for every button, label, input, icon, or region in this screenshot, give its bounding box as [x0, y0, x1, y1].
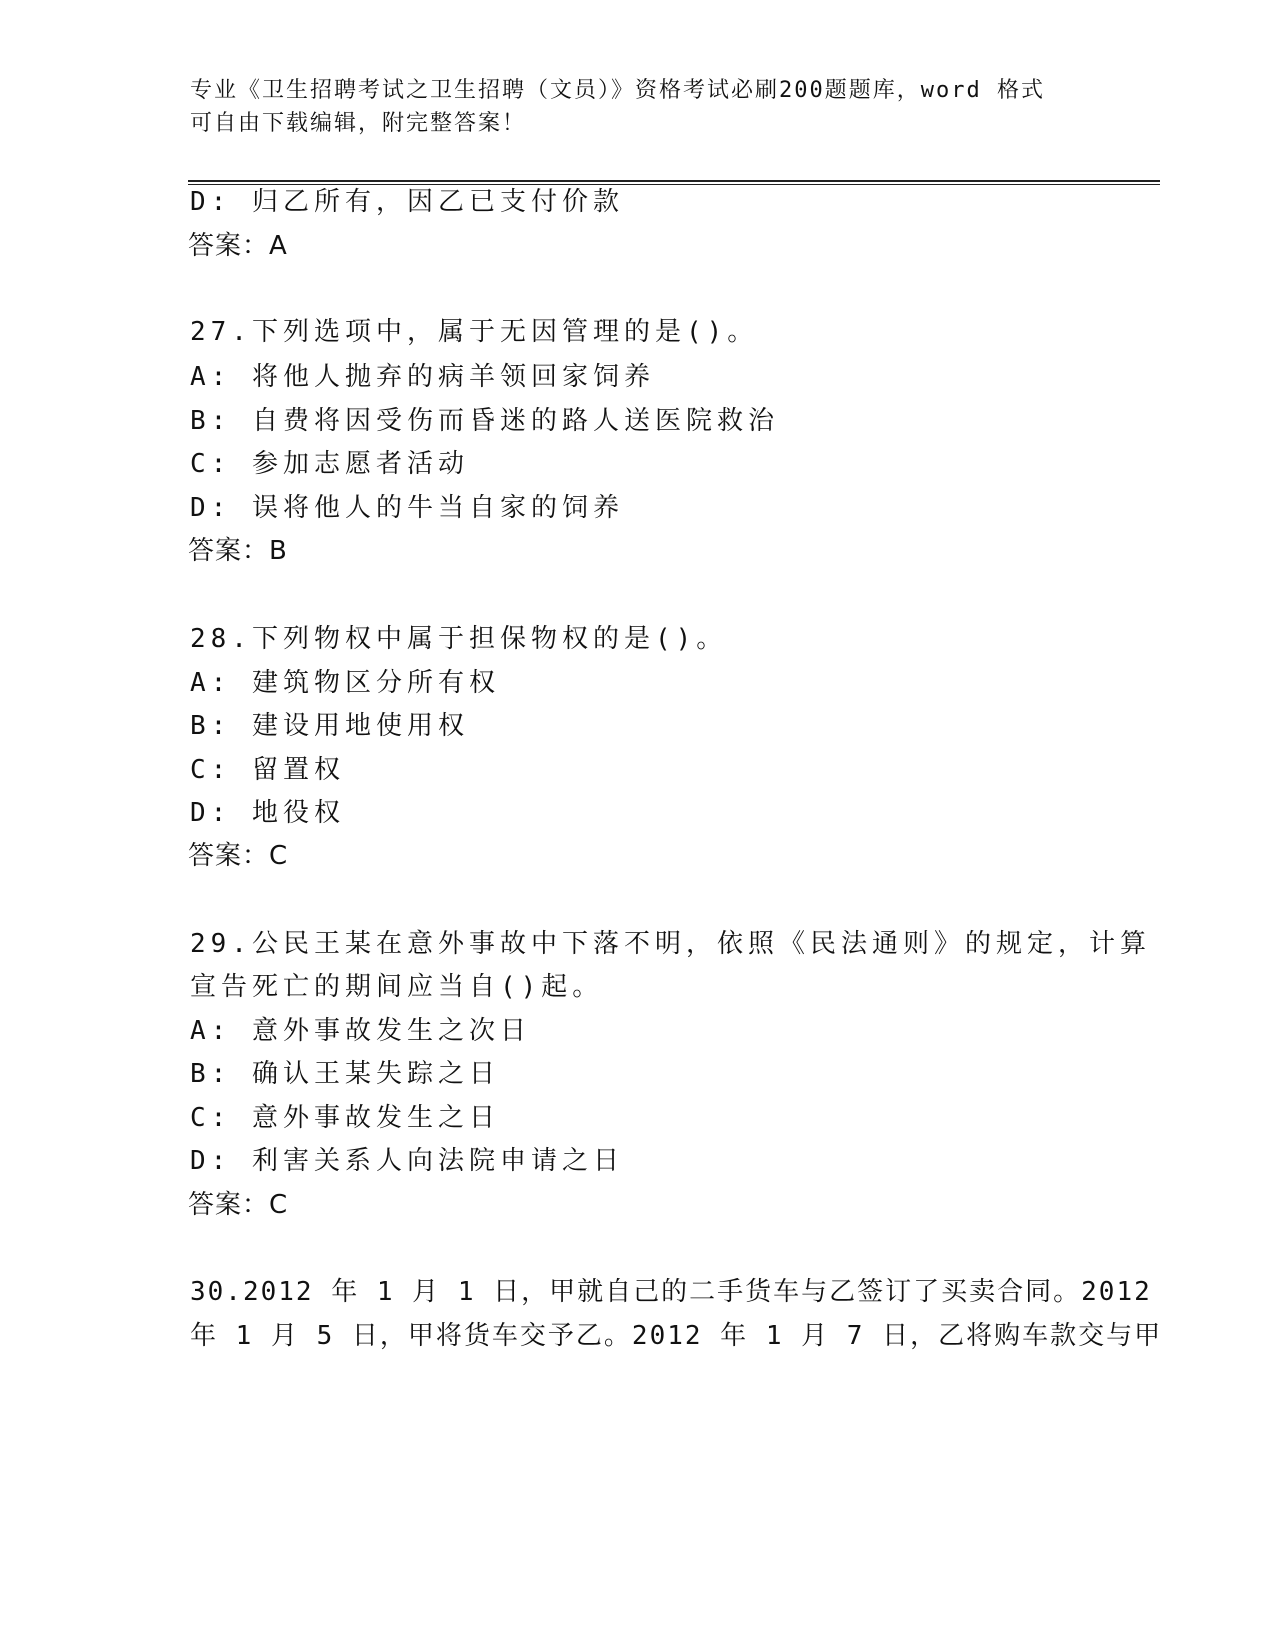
q28-answer: 答案：C — [188, 841, 289, 871]
prev-option-d: D: 归乙所有，因乙已支付价款 — [190, 187, 624, 217]
document-header — [190, 74, 1070, 140]
q29-option-c: C: 意外事故发生之日 — [190, 1103, 500, 1133]
prev-answer: 答案：A — [188, 231, 288, 261]
q28-option-c: C: 留置权 — [190, 755, 345, 785]
q29-stem-line-2: 宣告死亡的期间应当自()起。 — [190, 972, 604, 1002]
q28-option-b: B: 建设用地使用权 — [190, 711, 469, 741]
q27-option-c: C: 参加志愿者活动 — [190, 449, 469, 479]
q29-stem-line-1: 29.公民王某在意外事故中下落不明，依照《民法通则》的规定，计算 — [190, 929, 1151, 959]
q28-stem: 28.下列物权中属于担保物权的是()。 — [190, 624, 728, 654]
q29-option-d: D: 利害关系人向法院申请之日 — [190, 1146, 624, 1176]
q29-option-a: A: 意外事故发生之次日 — [190, 1016, 531, 1046]
q30-stem-line-2: 年 1 月 5 日，甲将货车交予乙。2012 年 1 月 7 日，乙将购车款交与甲 — [190, 1321, 1163, 1351]
q27-option-d: D: 误将他人的牛当自家的饲养 — [190, 493, 624, 523]
q30-stem-line-1: 30.2012 年 1 月 1 日，甲就自己的二手货车与乙签订了买卖合同。2012 — [190, 1277, 1152, 1307]
q28-option-d: D: 地役权 — [190, 798, 345, 828]
header-title-line-2: 可自由下载编辑，附完整答案！ — [190, 111, 527, 136]
q29-option-b: B: 确认王某失踪之日 — [190, 1059, 500, 1089]
q28-option-a: A: 建筑物区分所有权 — [190, 668, 500, 698]
header-title-line-1: 专业《卫生招聘考试之卫生招聘（文员）》资格考试必刷200题题库，word 格式 — [190, 78, 1045, 103]
q27-option-b: B: 自费将因受伤而昏迷的路人送医院救治 — [190, 406, 779, 436]
q27-stem: 27.下列选项中，属于无因管理的是()。 — [190, 317, 759, 347]
q29-answer: 答案：C — [188, 1190, 289, 1220]
q27-answer: 答案：B — [188, 536, 288, 566]
q27-option-a: A: 将他人抛弃的病羊领回家饲养 — [190, 362, 655, 392]
header-divider — [188, 180, 1160, 185]
